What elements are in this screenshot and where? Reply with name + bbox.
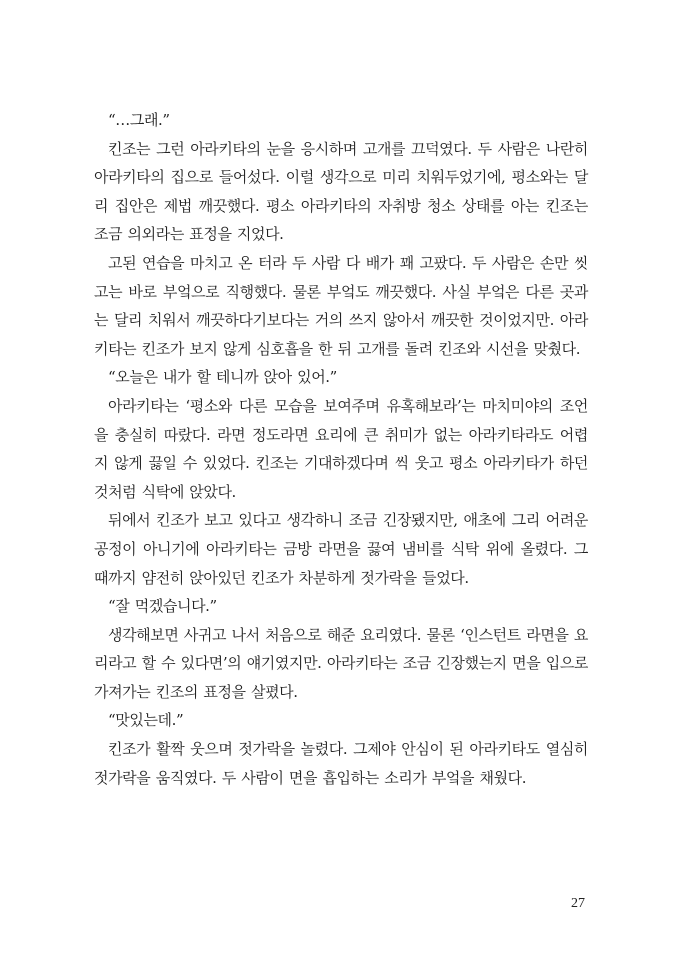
paragraph-9: “맛있는데.” bbox=[108, 711, 184, 730]
paragraph-5: 아라키타는 ‘평소와 다른 모습을 보여주며 유혹해보라’는 마치미야의 조언을 충실히 따랐다. 라면 정도라면 요리에 큰 취미가 없는 아라키타라도 어렵지 않게 끓일 수 있었다. 킨조는 기대하겠다며 씩 웃고 평소 아라키타가 하던 것처럼 식탁에 앉았다. bbox=[94, 396, 588, 501]
paragraph-4: “오늘은 내가 할 테니까 앉아 있어.” bbox=[108, 368, 337, 387]
paragraph-1: “…그래.” bbox=[108, 111, 170, 129]
paragraph-3: 고된 연습을 마치고 온 터라 두 사람 다 배가 꽤 고팠다. 두 사람은 손만 씻고는 바로 부엌으로 직행했다. 물론 부엌도 깨끗했다. 사실 부엌은 다른 곳과는 달리 치워서 깨끗하다기보다는 거의 쓰지 않아서 깨끗한 것이었지만. 아라키타는 킨조가 보지 않게 심호흡을 한 뒤 고개를 돌려 킨조와 시선을 맞췄다. bbox=[94, 253, 588, 358]
paragraph-7: “잘 먹겠습니다.” bbox=[108, 597, 217, 616]
paragraph-10: 킨조가 활짝 웃으며 젓가락을 놀렸다. 그제야 안심이 된 아라키타도 열심히 젓가락을 움직였다. 두 사람이 면을 흡입하는 소리가 부엌을 채웠다. bbox=[94, 740, 588, 787]
paragraph-6: 뒤에서 킨조가 보고 있다고 생각하니 조금 긴장됐지만, 애초에 그리 어려운 공정이 아니기에 아라키타는 금방 라면을 끓여 냄비를 식탁 위에 올렸다. 그때까지 얌전히 앉아있던 킨조가 차분하게 젓가락을 들었다. bbox=[94, 511, 588, 587]
page-number: 27 bbox=[571, 896, 585, 911]
paragraph-2: 킨조는 그런 아라키타의 눈을 응시하며 고개를 끄덕였다. 두 사람은 나란히 아라키타의 집으로 들어섰다. 이럴 생각으로 미리 치워두었기에, 평소와는 달리 집안은 제법 깨끗했다. 평소 아라키타의 자취방 청소 상태를 아는 킨조는 조금 의외라는 표정을 지었다. bbox=[94, 139, 588, 244]
paragraph-8: 생각해보면 사귀고 나서 처음으로 해준 요리였다. 물론 ‘인스턴트 라면을 요리라고 할 수 있다면’의 얘기였지만. 아라키타는 조금 긴장했는지 면을 입으로 가져가는 킨조의 표정을 살폈다. bbox=[94, 625, 588, 701]
body-text bbox=[94, 106, 588, 792]
